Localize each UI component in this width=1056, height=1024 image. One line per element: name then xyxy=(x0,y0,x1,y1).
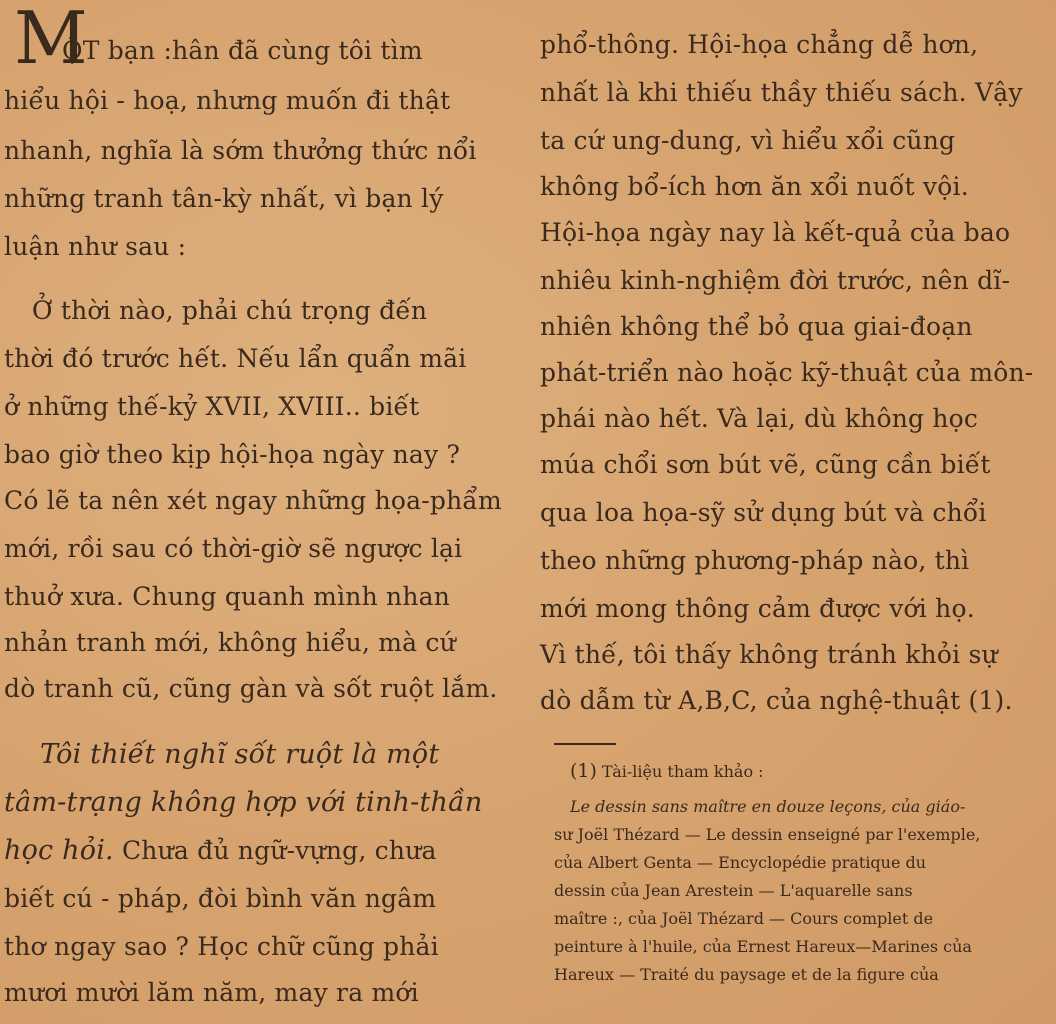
text-line: thơ ngay sao ? Học chữ cũng phải xyxy=(4,932,439,961)
drop-cap: M xyxy=(14,0,88,80)
text-line: phổ-thông. Hội-họa chẳng dễ hơn, xyxy=(540,30,979,59)
text-line: mươi mười lăm năm, may ra mới xyxy=(4,978,419,1007)
text-line: phái nào hết. Và lại, dù không học xyxy=(540,404,979,433)
text-line xyxy=(4,836,437,866)
text-fragment: Chưa đủ ngữ-vựng, chưa xyxy=(121,836,437,865)
footnote-line: Hareux — Traité du paysage et de la figure của xyxy=(554,965,939,984)
text-line: nhiên không thể bỏ qua giai-đoạn xyxy=(540,312,973,341)
text-line: mới, rồi sau có thời-giờ sẽ ngược lại xyxy=(4,534,463,563)
text-line: biết cú - pháp, đòi bình văn ngâm xyxy=(4,884,437,913)
text-line: ta cứ ung-dung, vì hiểu xổi cũng xyxy=(540,126,956,155)
text-line: múa chổi sơn bút vẽ, cũng cần biết xyxy=(540,450,991,479)
text-line: những tranh tân-kỳ nhất, vì bạn lý xyxy=(4,184,444,213)
text-line: theo những phương-pháp nào, thì xyxy=(540,546,970,575)
footnote-divider xyxy=(554,743,616,745)
text-line: ở những thế-kỷ XVII, XVIII.. biết xyxy=(4,392,420,421)
text-line: thuở xưa. Chung quanh mình nhan xyxy=(4,582,451,611)
text-line: hiểu hội - hoạ, nhưng muốn đi thật xyxy=(4,86,451,115)
text-line: Ở thời nào, phải chú trọng đến xyxy=(32,296,428,325)
text-line: bao giờ theo kịp hội-họa ngày nay ? xyxy=(4,440,461,469)
text-line: nhanh, nghĩa là sớm thưởng thức nổi xyxy=(4,136,477,165)
footnote-line: Le dessin sans maître en douze leçons, của giáo- xyxy=(570,797,966,816)
footnote-title: Tài-liệu tham khảo : xyxy=(602,762,764,781)
italic-line: tâm-trạng không hợp với tinh-thần xyxy=(4,787,483,818)
text-line: Vì thế, tôi thấy không tránh khỏi sự xyxy=(540,640,998,669)
footnote-heading xyxy=(570,760,764,783)
footnote-line: maître :, của Joël Thézard — Cours complet de xyxy=(554,909,934,928)
text-line: dò dẫm từ A,B,C, của nghệ-thuật (1). xyxy=(540,686,1013,715)
italic-fragment: học hỏi. xyxy=(4,835,114,866)
footnote-line: của Albert Genta — Encyclopédie pratique du xyxy=(554,853,927,872)
footnote-line: dessin của Jean Arestein — L'aquarelle sans xyxy=(554,881,913,900)
footnote-marker: (1) xyxy=(570,760,597,782)
text-line: luận như sau : xyxy=(4,232,187,261)
text-line: nhất là khi thiếu thầy thiếu sách. Vậy xyxy=(540,78,1023,107)
italic-line: Tôi thiết nghĩ sốt ruột là một xyxy=(40,739,440,770)
text-line: ỘT bạn :hân đã cùng tôi tìm xyxy=(62,36,423,65)
text-line: thời đó trước hết. Nếu lẩn quẩn mãi xyxy=(4,344,467,373)
text-line: không bổ-ích hơn ăn xổi nuốt vội. xyxy=(540,172,969,201)
text-line: nhiêu kinh-nghiệm đời trước, nên dĩ- xyxy=(540,266,1011,295)
text-line: Hội-họa ngày nay là kết-quả của bao xyxy=(540,218,1011,247)
text-line: mới mong thông cảm được với họ. xyxy=(540,594,975,623)
text-line: Có lẽ ta nên xét ngay những họa-phẩm xyxy=(4,486,502,515)
footnote-line: sư Joël Thézard — Le dessin enseigné par l'exemple, xyxy=(554,825,981,844)
text-line: phát-triển nào hoặc kỹ-thuật của môn- xyxy=(540,358,1034,387)
footnote-line: peinture à l'huile, của Ernest Hareux—Marines của xyxy=(554,937,972,956)
text-line: qua loa họa-sỹ sử dụng bút và chổi xyxy=(540,498,987,527)
text-line: nhản tranh mới, không hiểu, mà cứ xyxy=(4,628,456,657)
text-line: dò tranh cũ, cũng gàn và sốt ruột lắm. xyxy=(4,674,498,703)
